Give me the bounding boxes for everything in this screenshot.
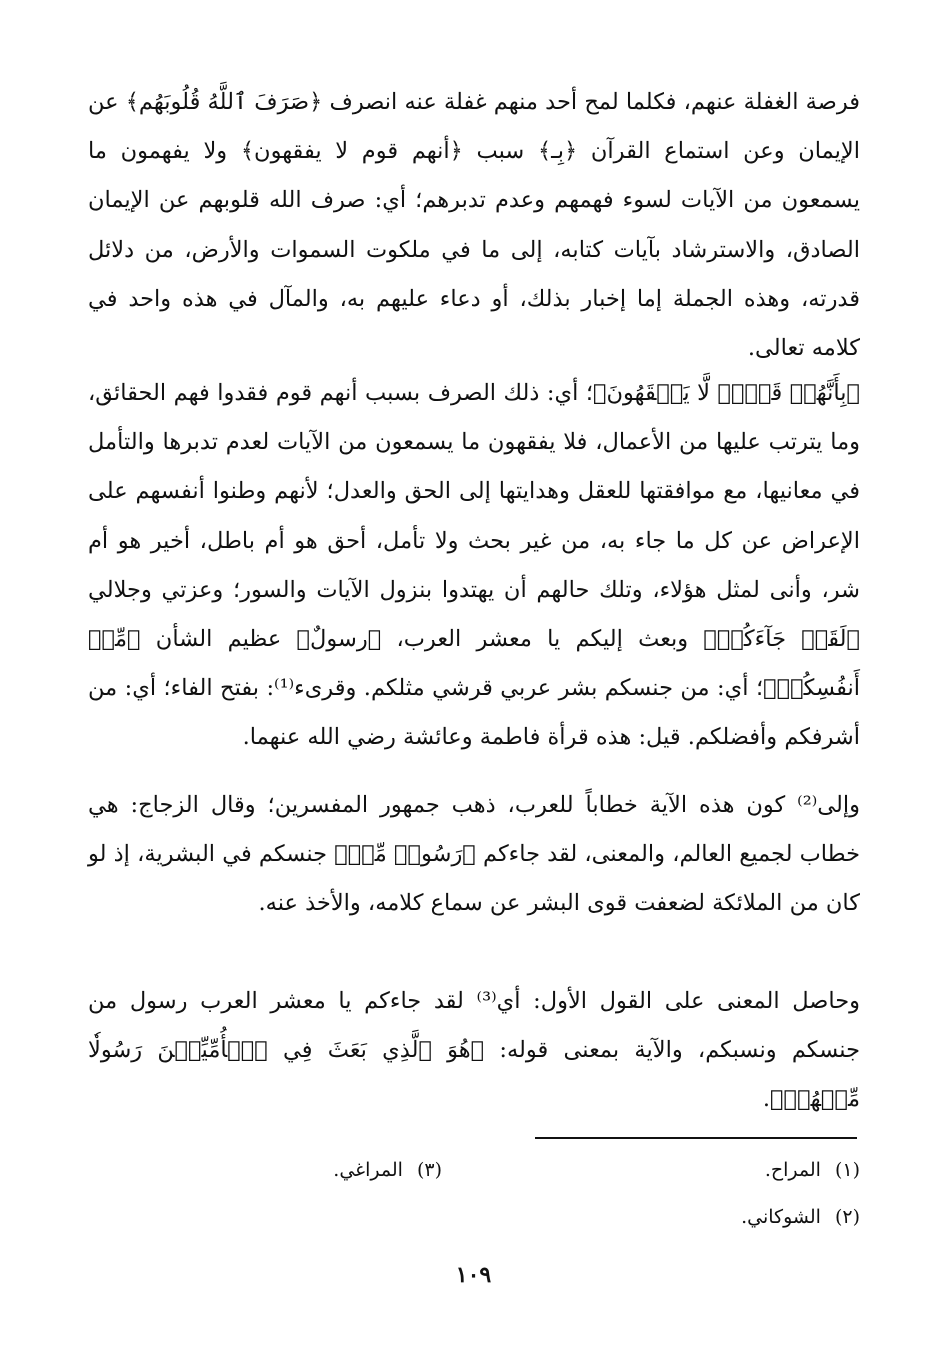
footnote-separator [535,1137,857,1139]
paragraph-4: وحاصل المعنى على القول الأول: أي⁽³⁾ لقد جاءكم يا معشر العرب رسول من جنسكم ونسبكم، والآية بمعنى قوله: ﴿هُوَ ٱلَّذِي بَعَثَ فِي ٱلۡأُمِّيِّـۧنَ رَسُولٗا مِّنۡهُمۡ﴾. [88,988,860,1113]
footnote-1-number: (١) [834,1159,860,1181]
footnote-3-number: (٣) [416,1159,442,1181]
paragraph-3: وإلى⁽²⁾ كون هذه الآية خطاباً للعرب، ذهب جمهور المفسرين؛ وقال الزجاج: هي خطاب لجميع العالم، والمعنى، لقد جاءكم ﴿رَسُولٞ مِّنۡ﴾ جنسكم في البشرية، إذ لو كان من الملائكة لضعفت قوى البشر عن سماع كلامه، والأخذ عنه. [88,792,860,917]
paragraph-2: ﴿بِأَنَّهُمۡ قَوۡمٞ لَّا يَفۡقَهُونَ﴾؛ أي: ذلك الصرف بسبب أنهم قوم فقدوا فهم الحقائق، وما يترتب عليها من الأعمال، فلا يفقهون ما يسمعون من الآيات لعدم تدبرها والتأمل في معانيها، مع موافقتها للعقل وهدايتها إلى الحق والعدل؛ لأنهم وطنوا أنفسهم على الإعراض عن كل ما جاء به، من غير بحث ولا تأمل، أحق هو أم باطل، أخير هو أم شر، وأنى لمثل هؤلاء، وتلك حالهم أن يهتدوا بنزول الآيات والسور؛ وعزتي وجلالي ﴿لَقَدۡ جَآءَكُمۡ﴾ وبعث إليكم يا معشر العرب، ﴿رسولٌ﴾ عظيم الشأن ﴿مِّنۡ أَنفُسِكُمۡ﴾؛ أي: من جنسكم بشر عربي قرشي مثلكم. وقرىء⁽¹⁾: بفتح الفاء؛ أي: من أشرفكم وأفضلكم. قيل: هذه قرأة فاطمة وعائشة رضي الله عنهما. [88,380,860,751]
footnote-3-text: المراغي. [333,1159,403,1181]
footnote-2-number: (٢) [834,1206,860,1228]
footnote-1-text: المراح. [764,1159,821,1181]
footnote-2 [741,1204,860,1230]
footnote-3 [333,1157,442,1183]
paragraph-1: فرصة الغفلة عنهم، فكلما لمح أحد منهم غفلة عنه انصرف ﴿صَرَفَ ٱللَّهُ قُلُوبَهُم﴾ عن الإيمان وعن استماع القرآن ﴿بِـ﴾ سبب ﴿أنهم قوم لا يفقهون﴾ ولا يفهمون ما يسمعون من الآيات لسوء فهمهم وعدم تدبرهم؛ أي: صرف الله قلوبهم عن الإيمان الصادق، والاسترشاد بآيات كتابه، إلى ما في ملكوت السموات والأرض، من دلائل قدرته، وهذه الجملة إما إخبار بذلك، أو دعاء عليهم به، والمآل في هذه واحد في كلامه تعالى. [88,89,860,362]
footnote-1 [765,1157,860,1183]
footnote-2-text: الشوكاني. [741,1206,821,1228]
page-number: ١٠٩ [455,1262,492,1288]
